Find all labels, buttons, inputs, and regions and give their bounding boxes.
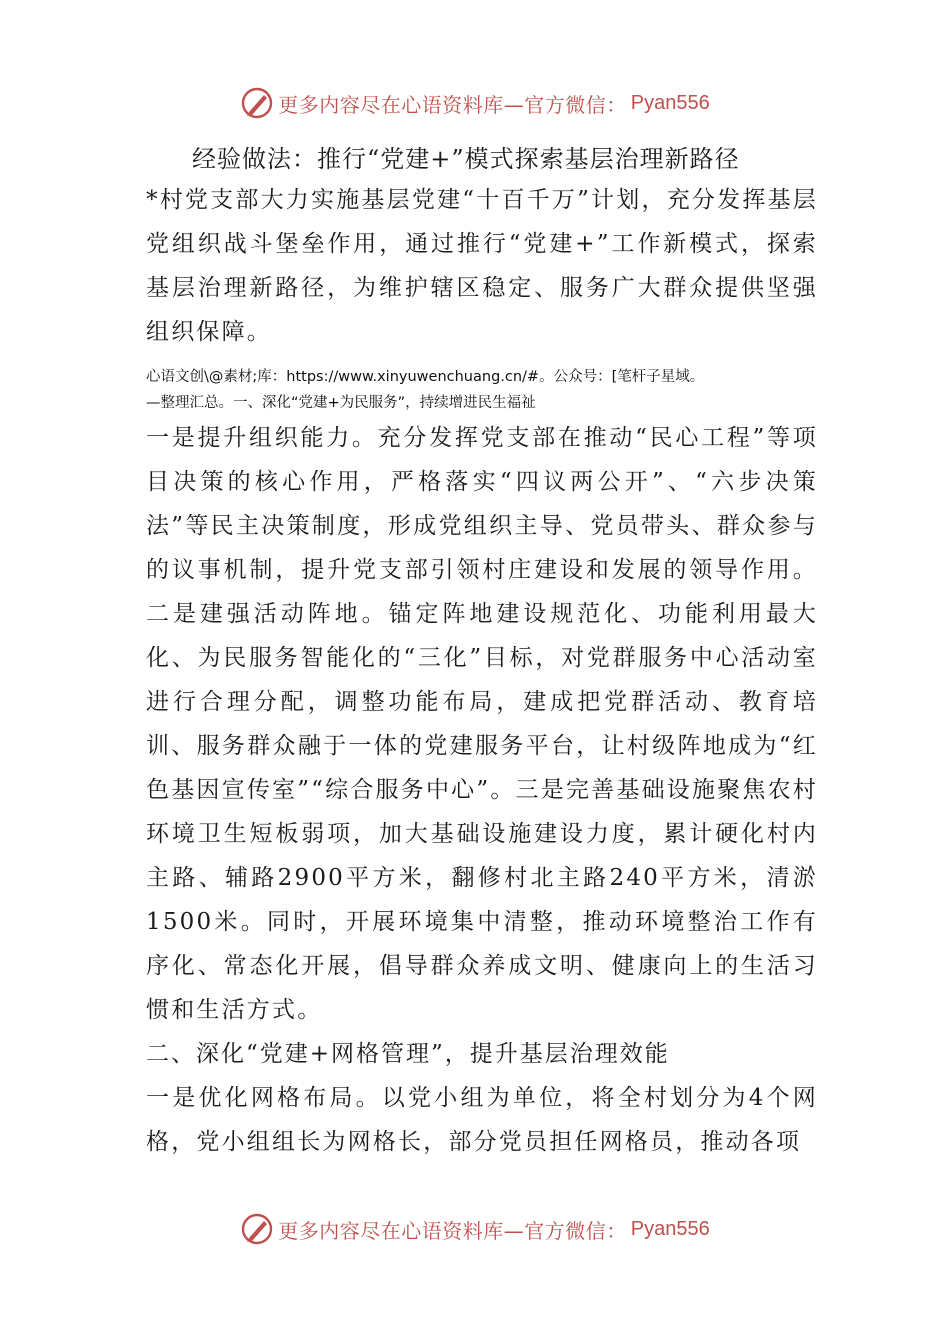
- intro-paragraph: *村党支部大力实施基层党建“十百千万”计划，充分发挥基层党组织战斗堡垒作用，通过推行“党建+”工作新模式，探索基层治理新路径，为维护辖区稳定、服务广大群众提供坚强组织保障。: [146, 187, 818, 345]
- footer-banner: [0, 1212, 950, 1246]
- section1-body: 一是提升组织能力。充分发挥党支部在推动“民心工程”等项目决策的核心作用，严格落实“四议两公开”、“六步决策法”等民主决策制度，形成党组织主导、党员带头、群众参与的议事机制，提升党支部引领村庄建设和发展的领导作用。二是建强活动阵地。锚定阵地建设规范化、功能利用最大化、为民服务智能化的“三化”目标，对党群服务中心活动室进行合理分配，调整功能布局，建成把党群活动、教育培训、服务群众融于一体的党建服务平台，让村级阵地成为“红色基因宣传室”“综合服务中心”。三是完善基础设施聚焦农村环境卫生短板弱项，加大基础设施建设力度，累计硬化村内主路、辅路2900平方米，翻修村北主路240平方米，清淤1500米。同时，开展环境集中清整，推动环境整治工作有序化、常态化开展，倡导群众养成文明、健康向上的生活习惯和生活方式。: [146, 425, 818, 1023]
- banner-text: 更多内容尽在心语资料库—官方微信：: [278, 92, 627, 117]
- section2-heading: 二、深化“党建+网格管理”，提升基层治理效能: [146, 1041, 670, 1067]
- banner-account: Pyan556: [630, 1217, 710, 1240]
- source-line-1: 心语文创\@素材;库：https://www.xinyuwenchuang.cn/#。公众号：[笔杆子星域。: [146, 369, 705, 385]
- header-banner: [0, 86, 950, 120]
- pen-logo-icon: [240, 86, 274, 120]
- page-title: 经验做法：推行“党建+”模式探索基层治理新路径: [192, 145, 740, 173]
- document-body: [146, 140, 818, 1164]
- banner-text: 更多内容尽在心语资料库—官方微信：: [278, 1218, 627, 1243]
- banner-account: Pyan556: [630, 91, 710, 114]
- section2-body: 一是优化网格布局。以党小组为单位，将全村划分为4个网格，党小组组长为网格长，部分党员担任网格员，推动各项: [146, 1085, 818, 1155]
- pen-logo-icon: [240, 1212, 274, 1246]
- source-line-2: —整理汇总。一、深化“党建+为民服务”，持续增进民生福祉: [146, 395, 536, 411]
